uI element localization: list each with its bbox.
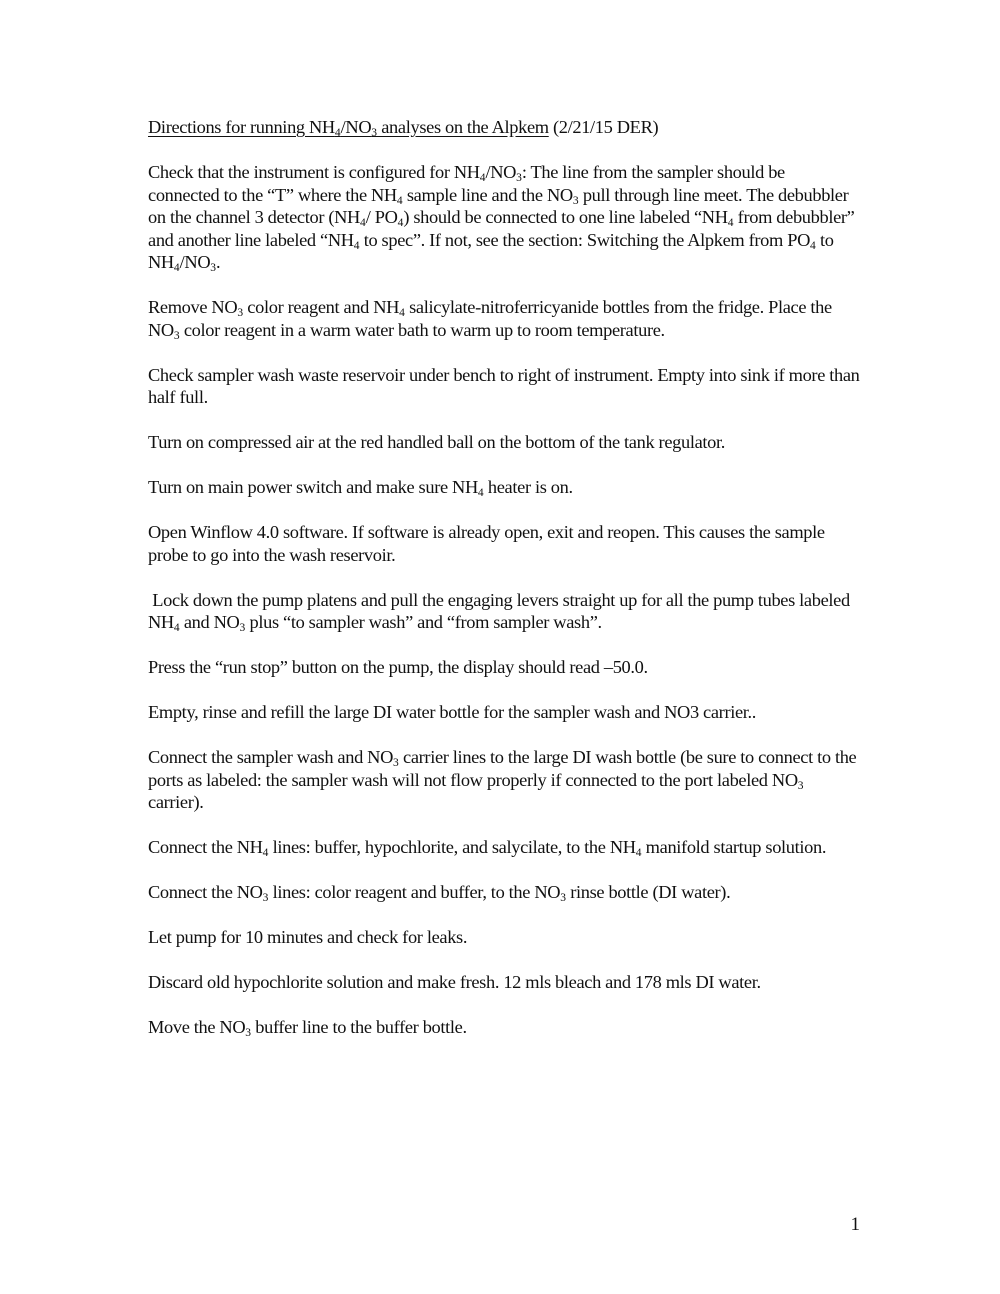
paragraph-compressed-air: Turn on compressed air at the red handled ball on the bottom of the tank regulator. — [148, 432, 726, 452]
page-number: 1 — [850, 1214, 860, 1235]
paragraph-remove-reagents: Remove $NO_3$ color reagent and $NH_4$ salicylate-nitroferricyanide bottles from the fridge. Place the $NO_3$ color reagent in a warm water bath to warm up to room temperature. — [148, 297, 832, 342]
title-date-suffix: (2/21/15 DER) — [548, 117, 659, 137]
paragraph-run-stop: Press the “run stop” button on the pump, the display should read –50.0. — [148, 657, 648, 677]
document-title — [148, 116, 860, 139]
paragraph-connect-nh4-lines: Connect the $NH_4$ lines: buffer, hypochlorite, and salycilate, to the $NH_4$ manifold startup solution. — [148, 837, 827, 859]
paragraph-lock-pump-platens: Lock down the pump platens and pull the engaging levers straight up for all the pump tubes labeled $NH_4$ and $NO_3$ plus “to sampler wash” and “from sampler wash”. — [148, 589, 850, 634]
paragraph-open-winflow: Open Winflow 4.0 software. If software is already open, exit and reopen. This causes the sample probe to go into the wash reservoir. — [148, 522, 825, 565]
paragraph-check-configuration: Check that the instrument is configured for $NH_4/NO_3$: The line from the sampler should be connected to the “T” where the $NH_4$ sample line and the $NO_3$ pull through line meet. The debubbler on the channel 3 detector ($NH_4/$ $PO_4$) should be connected to one line labeled “$NH_4$ from debubbler” and another line labeled “$NH_4$ to spec”. If not, see the section: Switching the Alpkem from $PO_4$ to $NH_4/NO_3$. — [148, 162, 855, 274]
paragraph-check-waste-reservoir: Check sampler wash waste reservoir under bench to right of instrument. Empty into sink if more than half full. — [148, 364, 860, 407]
title-underlined-text: Directions for running $NH_4/NO_3$ analyses on the Alpkem — [148, 117, 549, 139]
paragraph-hypochlorite: Discard old hypochlorite solution and make fresh. 12 mls bleach and 178 mls DI water. — [148, 972, 761, 992]
paragraph-main-power: Turn on main power switch and make sure $NH_4$ heater is on. — [148, 477, 573, 499]
paragraph-let-pump: Let pump for 10 minutes and check for leaks. — [148, 927, 468, 947]
paragraph-connect-sampler-wash: Connect the sampler wash and $NO_3$ carrier lines to the large DI wash bottle (be sure to connect to the ports as labeled: the sampler wash will not flow properly if connected to the port labeled $NO_3$ carrier). — [148, 747, 857, 812]
paragraph-move-buffer-line: Move the $NO_3$ buffer line to the buffer bottle. — [148, 1017, 467, 1039]
document-body — [148, 116, 860, 1061]
paragraph-refill-di-bottle: Empty, rinse and refill the large DI water bottle for the sampler wash and NO3 carrier.. — [148, 702, 757, 722]
paragraph-connect-no3-lines: Connect the $NO_3$ lines: color reagent and buffer, to the $NO_3$ rinse bottle (DI water). — [148, 882, 731, 904]
